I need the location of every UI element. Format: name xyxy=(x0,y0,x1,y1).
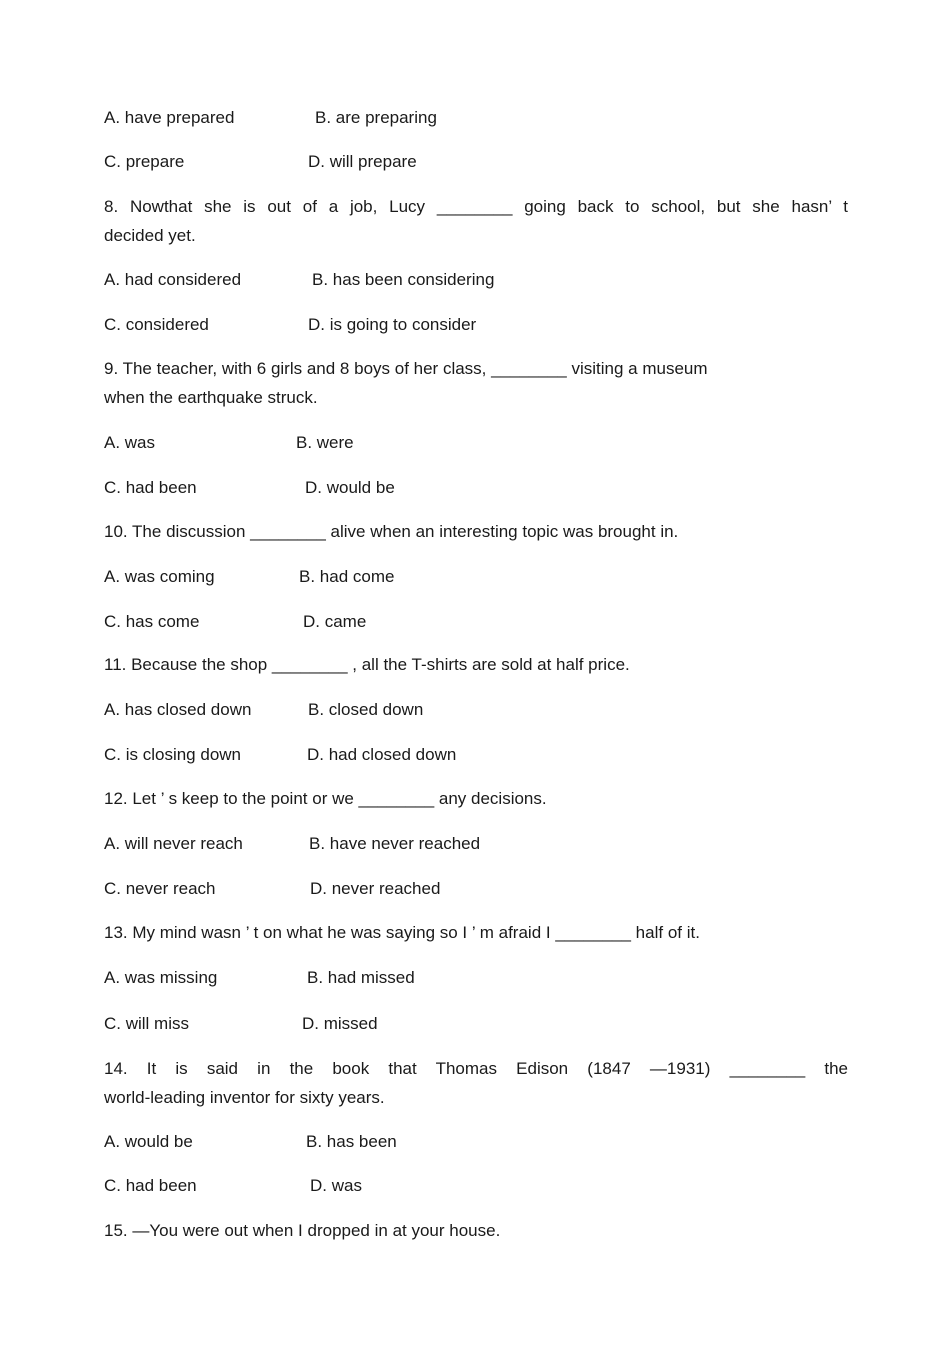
question-14-line-2: world-leading inventor for sixty years. xyxy=(104,1088,385,1107)
question-14-line-1: 14. It is said in the book that Thomas Edison (1847 —1931) ________ the xyxy=(104,1059,848,1078)
option-a: A. has closed down xyxy=(104,700,252,719)
option-a: A. have prepared xyxy=(104,108,235,127)
question-15: 15. —You were out when I dropped in at your house. xyxy=(104,1221,501,1240)
option-a: A. was missing xyxy=(104,968,218,987)
option-d: D. would be xyxy=(305,478,395,497)
option-c: C. considered xyxy=(104,315,209,334)
option-a: A. had considered xyxy=(104,270,242,289)
option-a: A. was xyxy=(104,433,156,452)
option-b: B. have never reached xyxy=(309,834,481,853)
option-d: D. is going to consider xyxy=(308,315,477,334)
option-b: B. has been xyxy=(306,1132,397,1151)
question-11: 11. Because the shop ________ , all the T-shirts are sold at half price. xyxy=(104,655,630,674)
option-a: A. would be xyxy=(104,1132,193,1151)
option-c: C. never reach xyxy=(104,879,216,898)
option-a: A. was coming xyxy=(104,567,215,586)
option-d: D. came xyxy=(303,612,367,631)
option-d: D. never reached xyxy=(310,879,441,898)
option-c: C. is closing down xyxy=(104,745,242,764)
question-9-line-1: 9. The teacher, with 6 girls and 8 boys of her class, ________ visiting a museum xyxy=(104,359,708,378)
option-b: B. are preparing xyxy=(315,108,437,127)
option-d: D. was xyxy=(310,1176,362,1195)
question-13: 13. My mind wasn ’ t on what he was saying so I ’ m afraid I ________ half of it. xyxy=(104,923,700,942)
option-b: B. had missed xyxy=(307,968,415,987)
question-8-line-1: 8. Nowthat she is out of a job, Lucy ________ going back to school, but she hasn’ t xyxy=(104,197,848,216)
option-c: C. had been xyxy=(104,478,197,497)
option-b: B. has been considering xyxy=(312,270,495,289)
option-c: C. had been xyxy=(104,1176,197,1195)
option-c: C. prepare xyxy=(104,152,185,171)
option-d: D. will prepare xyxy=(308,152,417,171)
question-12: 12. Let ’ s keep to the point or we ________ any decisions. xyxy=(104,789,547,808)
option-b: B. had come xyxy=(299,567,395,586)
option-a: A. will never reach xyxy=(104,834,243,853)
option-d: D. had closed down xyxy=(307,745,457,764)
option-c: C. will miss xyxy=(104,1014,189,1033)
question-8-line-2: decided yet. xyxy=(104,226,196,245)
option-d: D. missed xyxy=(302,1014,378,1033)
option-b: B. were xyxy=(296,433,354,452)
question-10: 10. The discussion ________ alive when an interesting topic was brought in. xyxy=(104,522,679,541)
question-9-line-2: when the earthquake struck. xyxy=(104,388,318,407)
option-b: B. closed down xyxy=(308,700,424,719)
option-c: C. has come xyxy=(104,612,200,631)
